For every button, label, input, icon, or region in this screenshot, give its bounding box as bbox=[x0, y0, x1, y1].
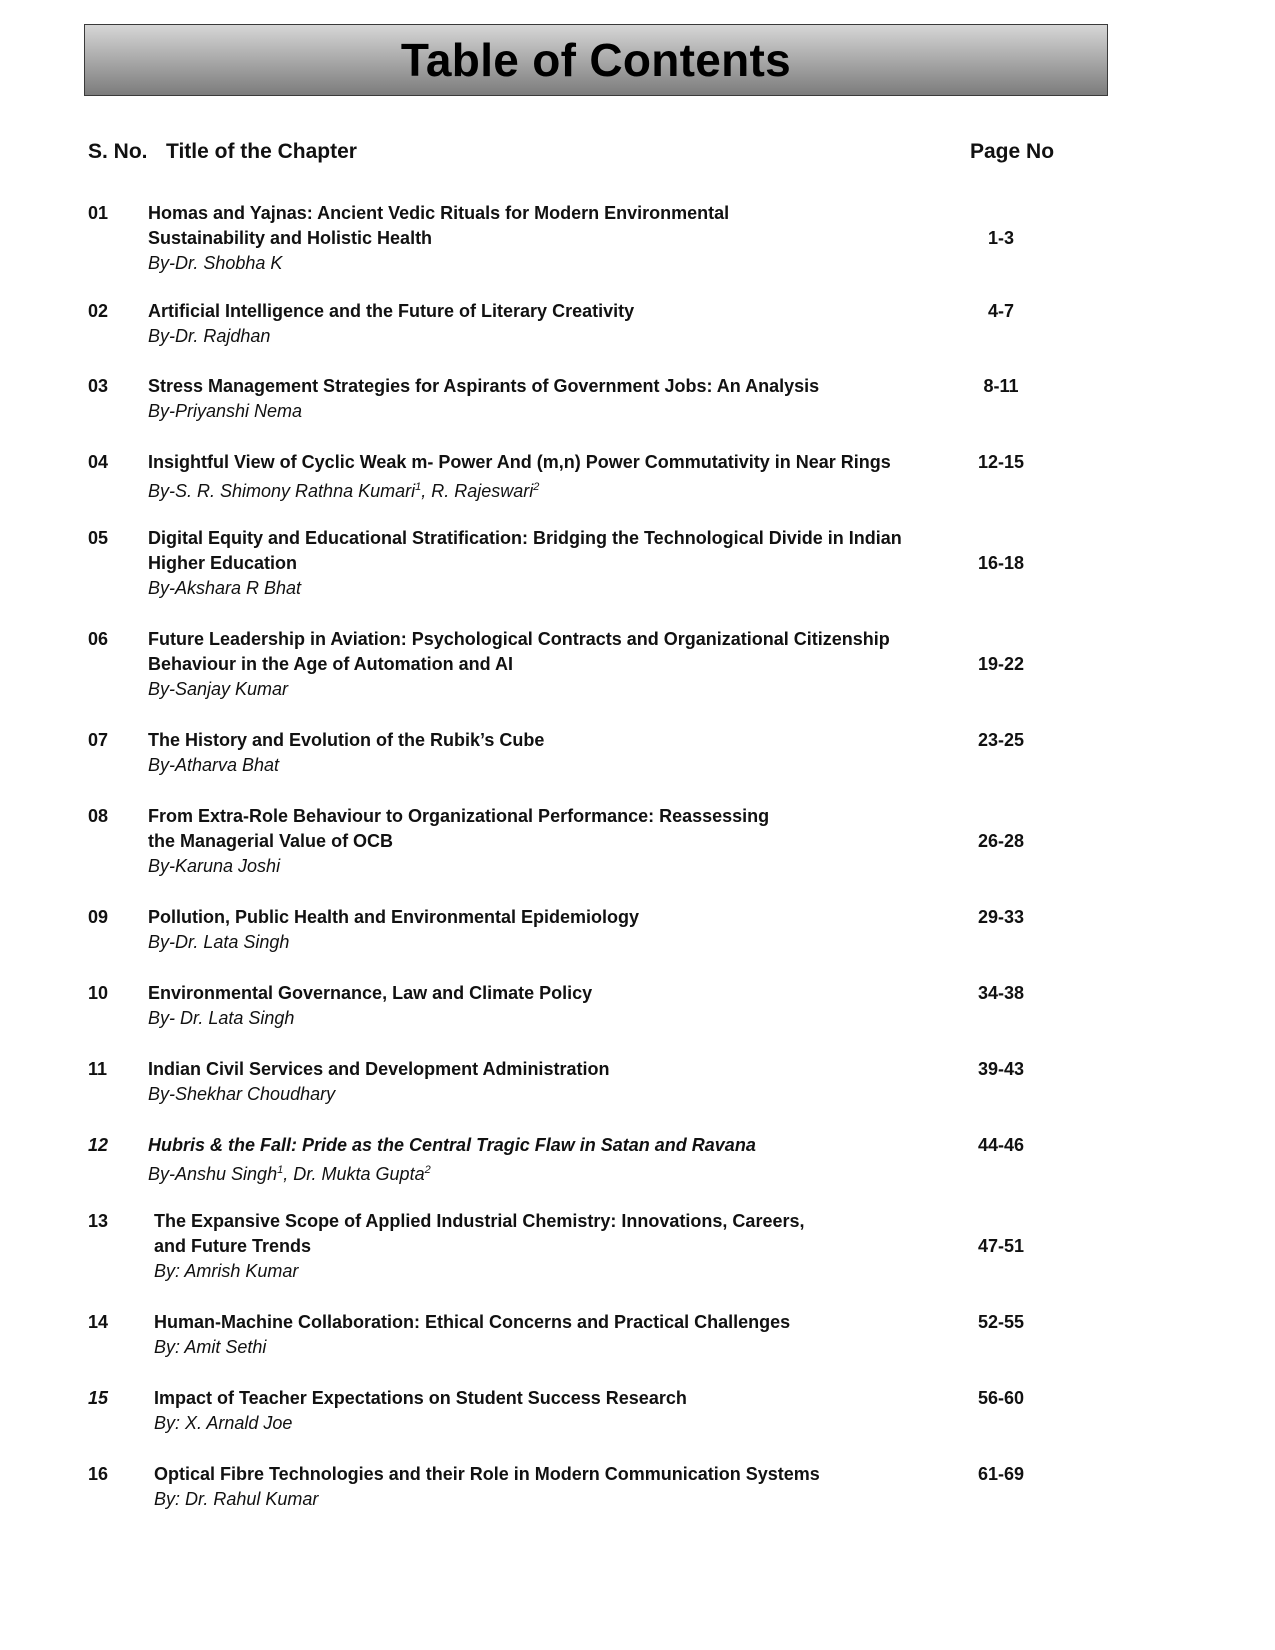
entry-title-line: Optical Fibre Technologies and their Role in Modern Communication Systems bbox=[154, 1464, 820, 1484]
entry-body bbox=[148, 728, 908, 778]
entry-body bbox=[154, 1462, 914, 1512]
entry-title-line: Higher Education bbox=[148, 553, 298, 573]
entry-body bbox=[154, 1209, 914, 1284]
entry-pages: 34-38 bbox=[977, 983, 1025, 1003]
entry-author: By-Sanjay Kumar bbox=[148, 679, 289, 699]
entry-body bbox=[148, 627, 908, 702]
entry-body bbox=[148, 374, 908, 424]
entry-body bbox=[148, 804, 908, 879]
entry-body bbox=[148, 201, 908, 276]
entry-number: 01 bbox=[88, 203, 109, 223]
author-name: , R. Rajeswari bbox=[421, 481, 534, 501]
entry-title-line: Artificial Intelligence and the Future of Literary Creativity bbox=[148, 301, 635, 321]
entry-pages: 8-11 bbox=[983, 376, 1019, 396]
author-name: By-Anshu Singh bbox=[148, 1164, 278, 1184]
entry-number: 02 bbox=[88, 301, 109, 321]
entry-author: By-Karuna Joshi bbox=[148, 856, 281, 876]
title-banner bbox=[84, 24, 1108, 96]
entry-pages: 52-55 bbox=[977, 1312, 1025, 1332]
entry-author: By: X. Arnald Joe bbox=[154, 1413, 293, 1433]
entry-title-line: The Expansive Scope of Applied Industrial Chemistry: Innovations, Careers, bbox=[154, 1211, 805, 1231]
entry-body bbox=[148, 526, 908, 601]
entry-pages: 39-43 bbox=[977, 1059, 1025, 1079]
entry-pages: 4-7 bbox=[987, 301, 1014, 321]
entry-author: By-Dr. Shobha K bbox=[148, 253, 283, 273]
author-name: , Dr. Mukta Gupta bbox=[283, 1164, 425, 1184]
entry-number: 06 bbox=[88, 629, 109, 649]
entry-body bbox=[148, 1057, 908, 1107]
entry-body bbox=[148, 450, 908, 504]
entry-pages: 56-60 bbox=[977, 1388, 1025, 1408]
entry-title-line: Insightful View of Cyclic Weak m- Power And (m,n) Power Commutativity in Near Rings bbox=[148, 452, 891, 472]
entry-pages: 61-69 bbox=[977, 1464, 1025, 1484]
entry-author: By- Dr. Lata Singh bbox=[148, 1008, 295, 1028]
entry-title-line: Future Leadership in Aviation: Psychological Contracts and Organizational Citizenship bbox=[148, 629, 890, 649]
entry-number: 04 bbox=[88, 452, 109, 472]
entry-body bbox=[148, 905, 908, 955]
entry-pages: 23-25 bbox=[977, 730, 1025, 750]
entry-number: 10 bbox=[88, 983, 109, 1003]
entry-body bbox=[148, 299, 908, 349]
entry-author: By-Priyanshi Nema bbox=[148, 401, 303, 421]
author-name: By-S. R. Shimony Rathna Kumari bbox=[148, 481, 416, 501]
entry-author bbox=[148, 475, 908, 504]
entry-title-line: Hubris & the Fall: Pride as the Central Tragic Flaw in Satan and Ravana bbox=[148, 1135, 756, 1155]
entry-title-line: Homas and Yajnas: Ancient Vedic Rituals for Modern Environmental bbox=[148, 203, 730, 223]
entry-number: 08 bbox=[88, 806, 109, 826]
entry-number: 16 bbox=[88, 1464, 109, 1484]
entry-number: 05 bbox=[88, 528, 109, 548]
affiliation-marker: 2 bbox=[424, 1164, 431, 1176]
entry-title-line: Digital Equity and Educational Stratification: Bridging the Technological Divide in Indian bbox=[148, 528, 902, 548]
entry-author: By-Dr. Lata Singh bbox=[148, 932, 290, 952]
affiliation-marker: 2 bbox=[533, 481, 540, 493]
entry-author bbox=[148, 1158, 908, 1187]
entry-title-line: Behaviour in the Age of Automation and AI bbox=[148, 654, 514, 674]
entry-title-line: and Future Trends bbox=[154, 1236, 312, 1256]
entry-number: 11 bbox=[88, 1059, 108, 1079]
affiliation-marker: 1 bbox=[415, 481, 422, 493]
header-page: Page No bbox=[970, 140, 1055, 163]
header-title: Title of the Chapter bbox=[166, 140, 357, 163]
entry-number: 03 bbox=[88, 376, 109, 396]
header-sno: S. No. bbox=[88, 140, 148, 163]
entry-number: 07 bbox=[88, 730, 109, 750]
entry-number: 14 bbox=[88, 1312, 109, 1332]
entry-author: By-Shekhar Choudhary bbox=[148, 1084, 336, 1104]
entry-author: By-Atharva Bhat bbox=[148, 755, 280, 775]
entry-title-line: Sustainability and Holistic Health bbox=[148, 228, 433, 248]
entry-pages: 44-46 bbox=[977, 1135, 1025, 1155]
entry-pages: 47-51 bbox=[977, 1236, 1025, 1256]
entry-pages: 1-3 bbox=[987, 228, 1014, 248]
entry-title-line: The History and Evolution of the Rubik’s Cube bbox=[148, 730, 545, 750]
entry-author: By: Dr. Rahul Kumar bbox=[154, 1489, 319, 1509]
entry-body bbox=[154, 1310, 914, 1360]
entry-title-line: Environmental Governance, Law and Climate Policy bbox=[148, 983, 593, 1003]
entry-pages: 16-18 bbox=[977, 553, 1025, 573]
entry-title-line: Stress Management Strategies for Aspirants of Government Jobs: An Analysis bbox=[148, 376, 820, 396]
entry-body bbox=[148, 981, 908, 1031]
entry-number: 09 bbox=[88, 907, 109, 927]
page-title: Table of Contents bbox=[400, 34, 792, 86]
entry-author: By: Amrish Kumar bbox=[154, 1261, 299, 1281]
entry-number: 13 bbox=[88, 1211, 109, 1231]
entry-author: By-Dr. Rajdhan bbox=[148, 326, 271, 346]
affiliation-marker: 1 bbox=[277, 1164, 284, 1176]
entry-body bbox=[148, 1133, 908, 1187]
entry-body bbox=[154, 1386, 914, 1436]
entry-number: 15 bbox=[88, 1388, 109, 1408]
entry-title-line: the Managerial Value of OCB bbox=[148, 831, 394, 851]
entry-pages: 26-28 bbox=[977, 831, 1025, 851]
entry-pages: 29-33 bbox=[977, 907, 1025, 927]
toc-header bbox=[88, 140, 1088, 170]
entry-author: By-Akshara R Bhat bbox=[148, 578, 302, 598]
entry-title-line: Pollution, Public Health and Environmental Epidemiology bbox=[148, 907, 640, 927]
entry-title-line: From Extra-Role Behaviour to Organizational Performance: Reassessing bbox=[148, 806, 770, 826]
entry-pages: 12-15 bbox=[977, 452, 1025, 472]
entry-title-line: Indian Civil Services and Development Administration bbox=[148, 1059, 610, 1079]
entry-pages: 19-22 bbox=[977, 654, 1025, 674]
entry-number: 12 bbox=[88, 1135, 109, 1155]
entry-title-line: Impact of Teacher Expectations on Student Success Research bbox=[154, 1388, 687, 1408]
entry-title-line: Human-Machine Collaboration: Ethical Concerns and Practical Challenges bbox=[154, 1312, 791, 1332]
entry-author: By: Amit Sethi bbox=[154, 1337, 267, 1357]
